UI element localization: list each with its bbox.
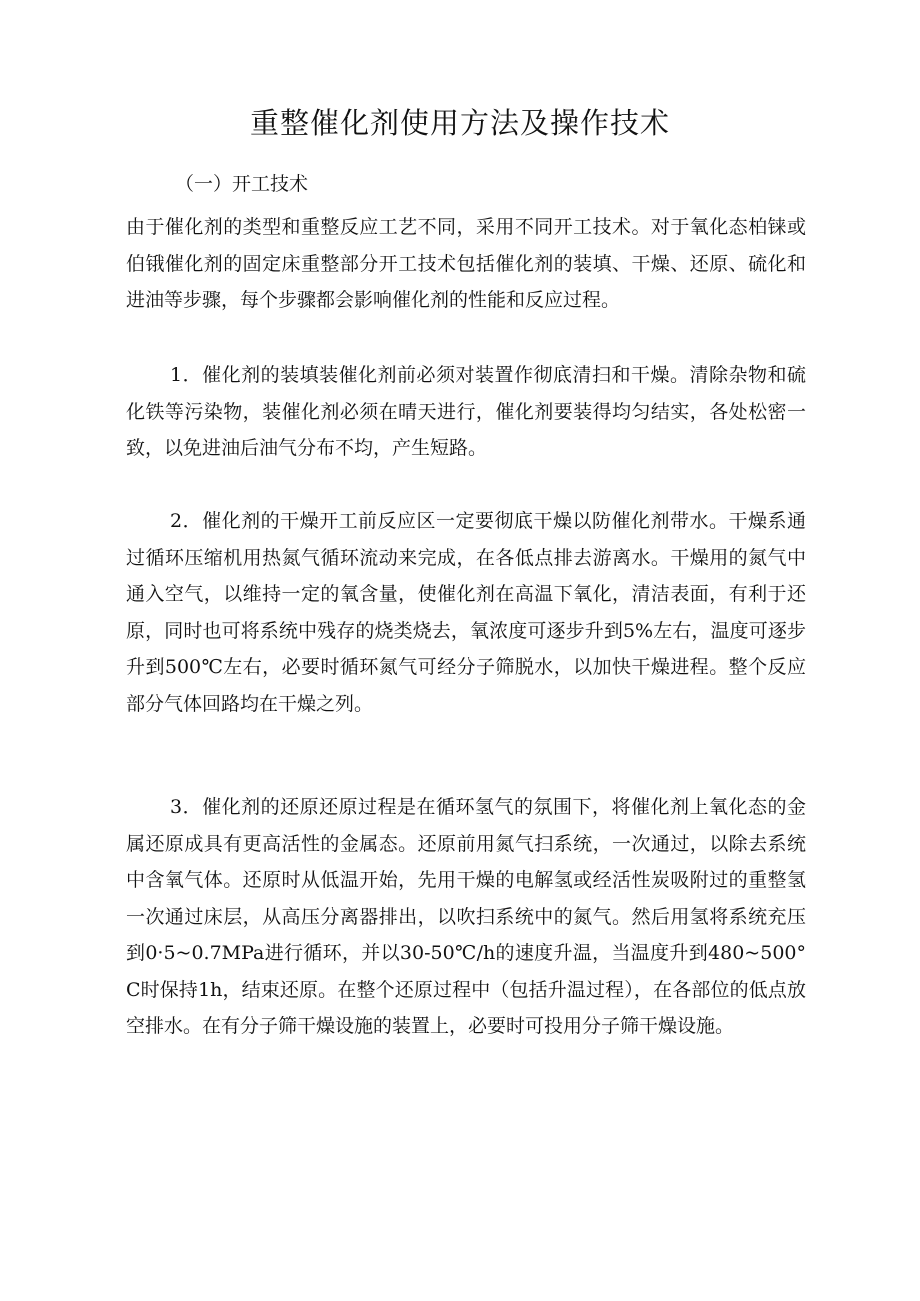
document-title: 重整催化剂使用方法及操作技术 bbox=[249, 106, 670, 140]
section-heading: （一）开工技术 bbox=[175, 173, 309, 195]
paragraph-drying: 2．催化剂的干燥开工前反应区一定要彻底干燥以防催化剂带水。干燥系通过循环压缩机用热氮气循环流动来完成，在各低点排去游离水。干燥用的氮气中通入空气，以维持一定的氧含量，使催化剂在高温下氧化，清洁表面，有利于还原，同时也可将系统中残存的烧类烧去，氧浓度可逐步升到5%左右，温度可逐步升到500℃左右，必要时循环氮气可经分子筛脱水，以加快干燥进程。整个反应部分气体回路均在干燥之列。 bbox=[126, 510, 806, 715]
paragraph-reduction: 3．催化剂的还原还原过程是在循环氢气的氛围下，将催化剂上氧化态的金属还原成具有更高活性的金属态。还原前用氮气扫系统，一次通过，以除去系统中含氧气体。还原时从低温开始，先用干燥的电解氢或经活性炭吸附过的重整氢一次通过床层，从高压分离器排出，以吹扫系统中的氮气。然后用氢将系统充压到0·5~0.7MPa进行循环，并以30-50℃/h的速度升温，当温度升到480~500° C时保持1h，结束还原。在整个还原过程中（包括升温过程），在各部位的低点放空排水。在有分子筛干燥设施的装置上，必要时可投用分子筛干燥设施。 bbox=[126, 796, 806, 1037]
paragraph-intro: 由于催化剂的类型和重整反应工艺不同，采用不同开工技术。对于氧化态柏铼或伯锇催化剂的固定床重整部分开工技术包括催化剂的装填、干燥、还原、硫化和进油等步骤，每个步骤都会影响催化剂的性能和反应过程。 bbox=[126, 216, 806, 311]
paragraph-loading: 1．催化剂的装填装催化剂前必须对装置作彻底清扫和干燥。清除杂物和硫化铁等污染物，装催化剂必须在晴天进行，催化剂要装得均匀结实，各处松密一致，以免进油后油气分布不均，产生短路。 bbox=[126, 364, 806, 459]
